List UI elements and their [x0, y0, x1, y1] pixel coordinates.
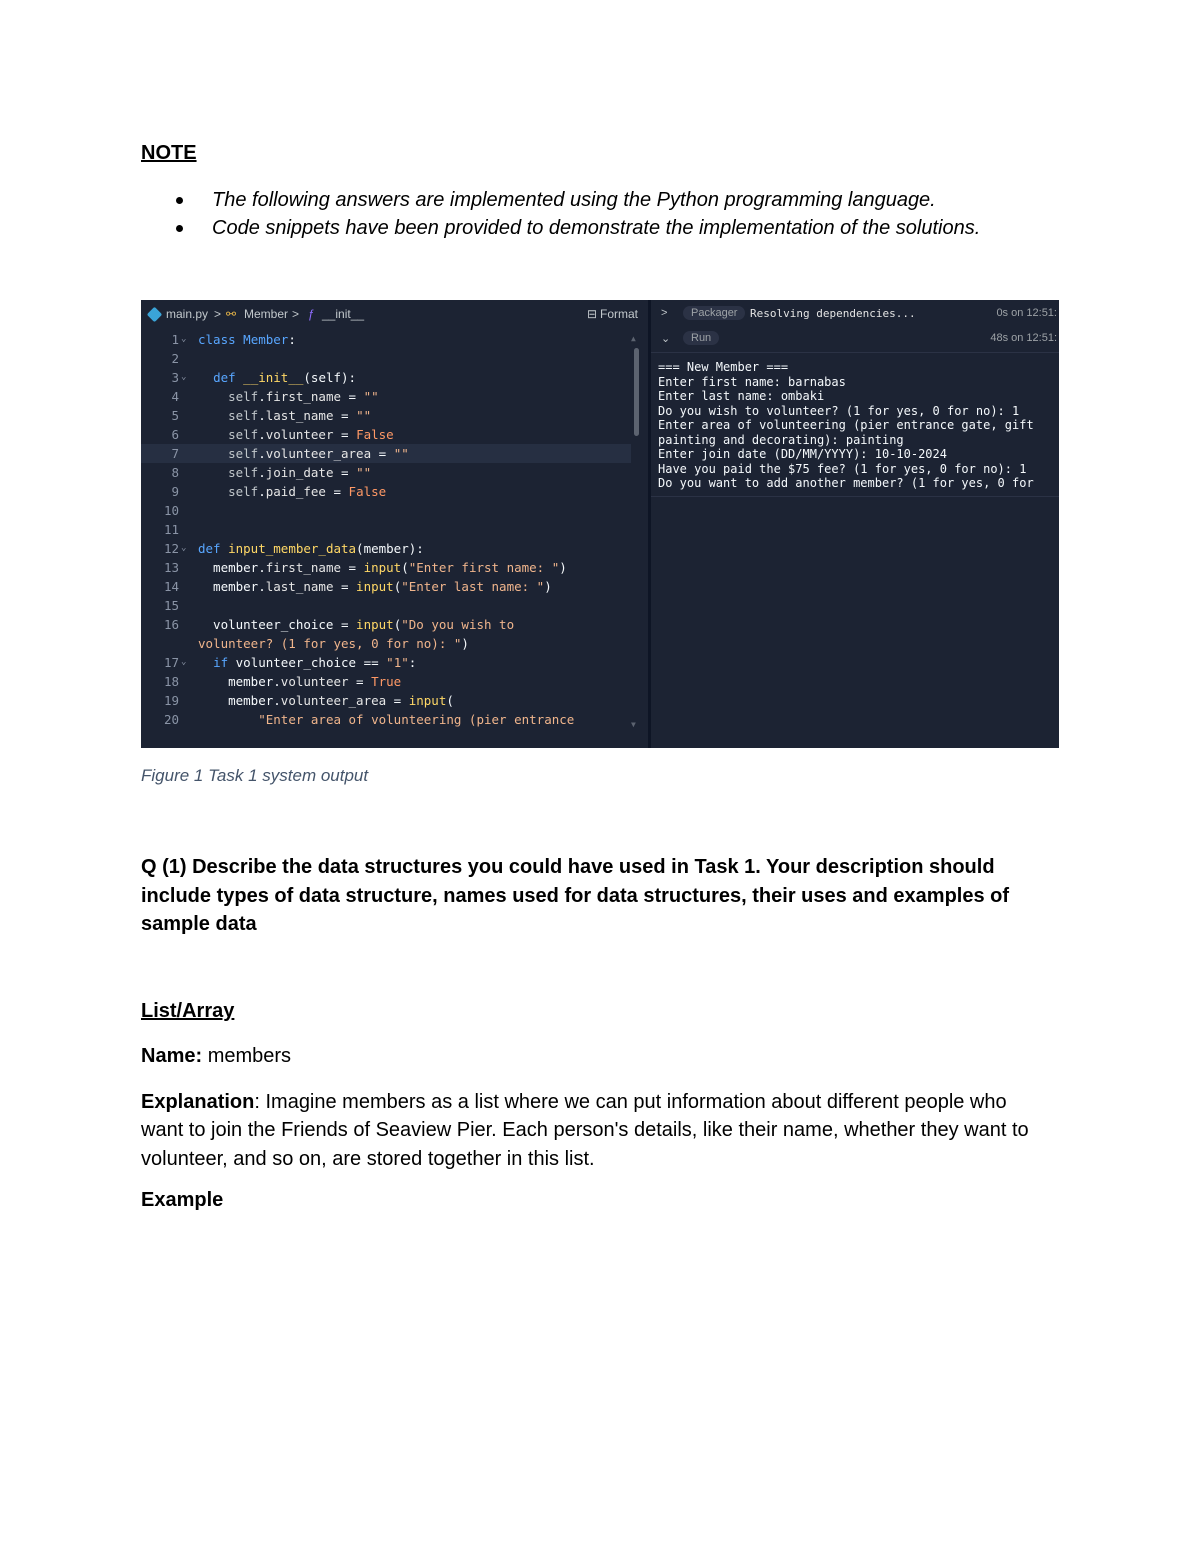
question-text: Q (1) Describe the data structures you could have used in Task 1. Your description should include types of data structure, names used for data structures, their uses and examples of sample data: [141, 856, 1010, 935]
code-line: [141, 387, 631, 406]
console-output-line: Enter area of volunteering (pier entrance gate, gift: [658, 418, 1034, 432]
code-line: [141, 330, 631, 349]
code-line: [141, 558, 631, 577]
editor-breadcrumb: [141, 300, 648, 328]
console-output-line: Enter last name: ombaki: [658, 389, 825, 403]
code-text: def input_member_data(member):: [198, 541, 424, 556]
code-text: self.first_name = "": [228, 389, 379, 404]
line-number: 19: [163, 693, 179, 708]
format-icon: ⊟: [587, 307, 598, 321]
code-line: [141, 368, 631, 387]
breadcrumb-method: __init__: [322, 307, 365, 321]
line-number: 9: [171, 484, 179, 499]
console-output-line: Have you paid the $75 fee? (1 for yes, 0 for no): 1: [658, 461, 1027, 476]
console-output-line: Enter first name: barnabas: [658, 374, 846, 389]
line-number: 12: [163, 541, 179, 556]
code-text: self.join_date = "": [228, 465, 372, 480]
line-number: 14: [163, 579, 179, 594]
code-line: [141, 634, 631, 653]
code-text: self.last_name = "": [228, 408, 372, 423]
code-line: [141, 482, 631, 501]
console-separator: [651, 496, 1059, 497]
chevron-down-icon: ⌄: [661, 333, 671, 345]
note-bullet-list: [176, 186, 980, 242]
run-row: [651, 328, 1059, 352]
code-line: [141, 710, 631, 729]
name-label: Name:: [141, 1045, 203, 1067]
packager-pill: Packager: [683, 306, 745, 320]
line-number: 13: [163, 560, 179, 575]
note-heading: NOTE: [141, 142, 197, 164]
line-number: 11: [163, 522, 179, 537]
code-line: [141, 615, 631, 634]
line-number: 16: [163, 617, 179, 632]
fold-chevron-icon: ⌄: [181, 543, 187, 553]
code-text: if volunteer_choice == "1":: [213, 655, 417, 670]
name-value: members: [202, 1045, 292, 1067]
explanation-paragraph: [141, 1088, 1041, 1173]
bullet-icon: [176, 197, 183, 204]
line-number: 2: [171, 351, 179, 366]
run-pill: Run: [683, 331, 719, 345]
line-number: 3: [171, 370, 179, 385]
bullet-icon: [176, 225, 183, 232]
console-output-line: painting and decorating): painting: [658, 432, 904, 447]
breadcrumb-file: main.py: [166, 307, 209, 321]
line-number: 7: [171, 446, 179, 461]
python-file-icon: [147, 307, 163, 323]
code-line: [141, 577, 631, 596]
code-text: def __init__(self):: [213, 370, 357, 385]
scroll-up-icon: ▲: [631, 334, 636, 343]
code-line: [141, 425, 631, 444]
packager-time: 0s on 12:51:: [996, 307, 1057, 319]
fold-chevron-icon: ⌄: [181, 657, 187, 667]
code-line: [141, 501, 631, 520]
line-number: 18: [163, 674, 179, 689]
console-output-line: Do you wish to volunteer? (1 for yes, 0 for no): 1: [658, 403, 1020, 418]
packager-message: Resolving dependencies...: [750, 307, 916, 320]
explanation-label: Explanation: [141, 1091, 255, 1113]
code-editor-pane: [141, 300, 648, 748]
fold-chevron-icon: ⌄: [181, 372, 187, 382]
code-text: "Enter area of volunteering (pier entrance: [258, 712, 575, 727]
code-text: member.volunteer_area = input(: [198, 693, 454, 708]
code-text: class Member:: [198, 332, 296, 347]
code-line: [141, 463, 631, 482]
code-line: [141, 691, 631, 710]
line-number: 1: [171, 332, 179, 347]
chevron-right-icon: >: [661, 307, 668, 319]
line-number: 15: [163, 598, 179, 613]
code-line: [141, 596, 631, 615]
console-output: [658, 360, 1034, 491]
breadcrumb-separator: >: [214, 307, 222, 321]
code-line: [141, 520, 631, 539]
code-text: self.volunteer = False: [228, 427, 394, 442]
packager-row: [651, 303, 1059, 327]
line-number: 6: [171, 427, 179, 442]
class-symbol-icon: ⚯: [226, 307, 237, 321]
console-output-line: Do you want to add another member? (1 for yes, 0 for: [658, 476, 1034, 490]
code-text: volunteer_choice = input("Do you wish to: [198, 617, 515, 632]
code-text: member.last_name = input("Enter last name: "): [198, 579, 552, 594]
editor-scrollbar: [634, 348, 639, 436]
code-line: [141, 406, 631, 425]
code-text: volunteer? (1 for yes, 0 for no): "): [198, 636, 469, 651]
code-line: [141, 444, 631, 463]
scroll-down-icon: ▼: [631, 720, 636, 729]
explanation-text: : Imagine members as a list where we can put information about different people who want to join the Friends of Seaview Pier. Each person's details, like their name, whether they want to volunteer, and so on, are stored together in this list.: [141, 1091, 1029, 1170]
line-number: 10: [163, 503, 179, 518]
line-number: 17: [163, 655, 179, 670]
format-button: Format: [600, 307, 639, 321]
fold-chevron-icon: ⌄: [181, 334, 187, 344]
console-output-line: Enter join date (DD/MM/YYYY): 10-10-2024: [658, 447, 947, 461]
code-text: member.volunteer = True: [198, 674, 402, 689]
code-line: [141, 653, 631, 672]
ide-screenshot-figure: [141, 300, 1059, 748]
note-bullet-item: Code snippets have been provided to demonstrate the implementation of the solutions.: [176, 214, 980, 242]
line-number: 4: [171, 389, 179, 404]
note-bullet-item: The following answers are implemented using the Python programming language.: [176, 186, 980, 214]
code-text: self.volunteer_area = "": [228, 446, 409, 461]
section-heading: List/Array: [141, 1000, 235, 1022]
code-line: [141, 539, 631, 558]
code-line: [141, 349, 631, 368]
code-text: self.paid_fee = False: [228, 484, 387, 499]
console-separator: [651, 352, 1059, 353]
line-number: 8: [171, 465, 179, 480]
line-number: 5: [171, 408, 179, 423]
breadcrumb-class: Member: [244, 307, 289, 321]
figure-caption: Figure 1 Task 1 system output: [141, 766, 369, 785]
breadcrumb-separator: >: [292, 307, 300, 321]
code-line: [141, 672, 631, 691]
name-paragraph: [141, 1045, 291, 1068]
example-heading: Example: [141, 1189, 224, 1211]
run-time: 48s on 12:51:: [990, 332, 1057, 344]
method-symbol-icon: ƒ: [308, 307, 315, 321]
console-output-line: === New Member ===: [658, 360, 789, 374]
console-pane: [651, 300, 1059, 748]
line-number: 20: [163, 712, 179, 727]
code-text: member.first_name = input("Enter first name: "): [198, 560, 567, 575]
